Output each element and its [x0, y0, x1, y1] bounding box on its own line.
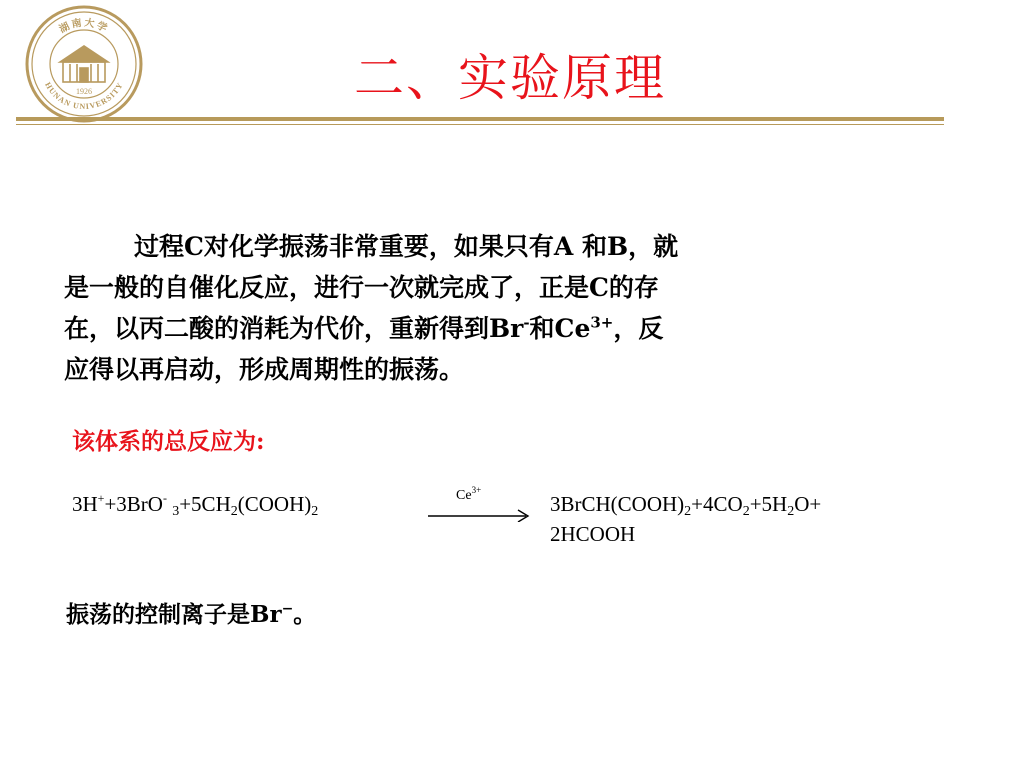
- seal-top-text: 湖南大学: [57, 17, 111, 36]
- control-ion-statement: [66, 597, 316, 633]
- reactant-h-charge: +: [97, 491, 105, 505]
- equation-reactants: [72, 489, 318, 519]
- product-brch-subscript: 2: [684, 504, 692, 519]
- seal-arc-text: HUNAN UNIVERSITY: [43, 80, 125, 112]
- catalyst-charge: 3+: [471, 485, 482, 495]
- product-co-subscript: 2: [742, 504, 750, 519]
- paragraph-line-3-part-b: 和Ce: [529, 314, 591, 343]
- reactant-cooh-subscript: 2: [311, 504, 319, 519]
- control-ion-end: 。: [293, 601, 317, 628]
- reaction-arrow-icon: [426, 506, 532, 522]
- university-seal-logo: [24, 4, 144, 124]
- seal-year-text: 1926: [76, 87, 92, 96]
- control-ion-charge: −: [281, 601, 294, 617]
- header-rule-thin: [16, 124, 944, 125]
- reactant-cooh: (COOH): [237, 492, 312, 516]
- reactant-ch-subscript: 2: [230, 504, 238, 519]
- catalyst-symbol: Ce: [456, 488, 472, 503]
- overall-reaction-label: 该体系的总反应为:: [72, 428, 265, 455]
- bromide-charge: -: [523, 313, 530, 332]
- reactant-ch: +5CH: [179, 492, 231, 516]
- paragraph-line-1: 过程C对化学振荡非常重要，如果只有A 和B，就: [134, 232, 679, 261]
- paragraph-line-3: [64, 308, 884, 349]
- equation-products: [550, 489, 950, 549]
- header-rule-thick: [16, 117, 944, 121]
- reactant-h: 3H: [72, 492, 98, 516]
- paragraph-line-3-part-c: ，反: [613, 314, 664, 343]
- control-ion-text: 振荡的控制离子是Br: [66, 601, 282, 628]
- product-h-subscript: 2: [787, 504, 795, 519]
- slide-title: 二、实验原理: [354, 49, 666, 107]
- paragraph-line-4: 应得以再启动，形成周期性的振荡。: [64, 355, 465, 384]
- paragraph-line-2: 是一般的自催化反应，进行一次就完成了，正是C的存: [64, 273, 659, 302]
- svg-text:湖南大学: [57, 16, 111, 36]
- catalyst-label: [456, 487, 481, 505]
- product-brch: 3BrCH(COOH): [550, 492, 685, 516]
- products-line-1: [550, 489, 950, 519]
- product-o: O+: [794, 492, 822, 516]
- products-line-2: 2HCOOH: [550, 522, 636, 546]
- product-h: +5H: [749, 492, 788, 516]
- explanation-paragraph: [64, 226, 884, 390]
- product-co: +4CO: [691, 492, 743, 516]
- reactant-bro-charge: -: [162, 491, 167, 505]
- reactant-bro: +3BrO: [104, 492, 163, 516]
- cerium-charge: 3+: [590, 313, 614, 332]
- building-icon: [60, 46, 108, 82]
- paragraph-line-3-part-a: 在，以丙二酸的消耗为代价，重新得到Br: [64, 314, 524, 343]
- reactant-bro-subscript: 3: [172, 504, 180, 519]
